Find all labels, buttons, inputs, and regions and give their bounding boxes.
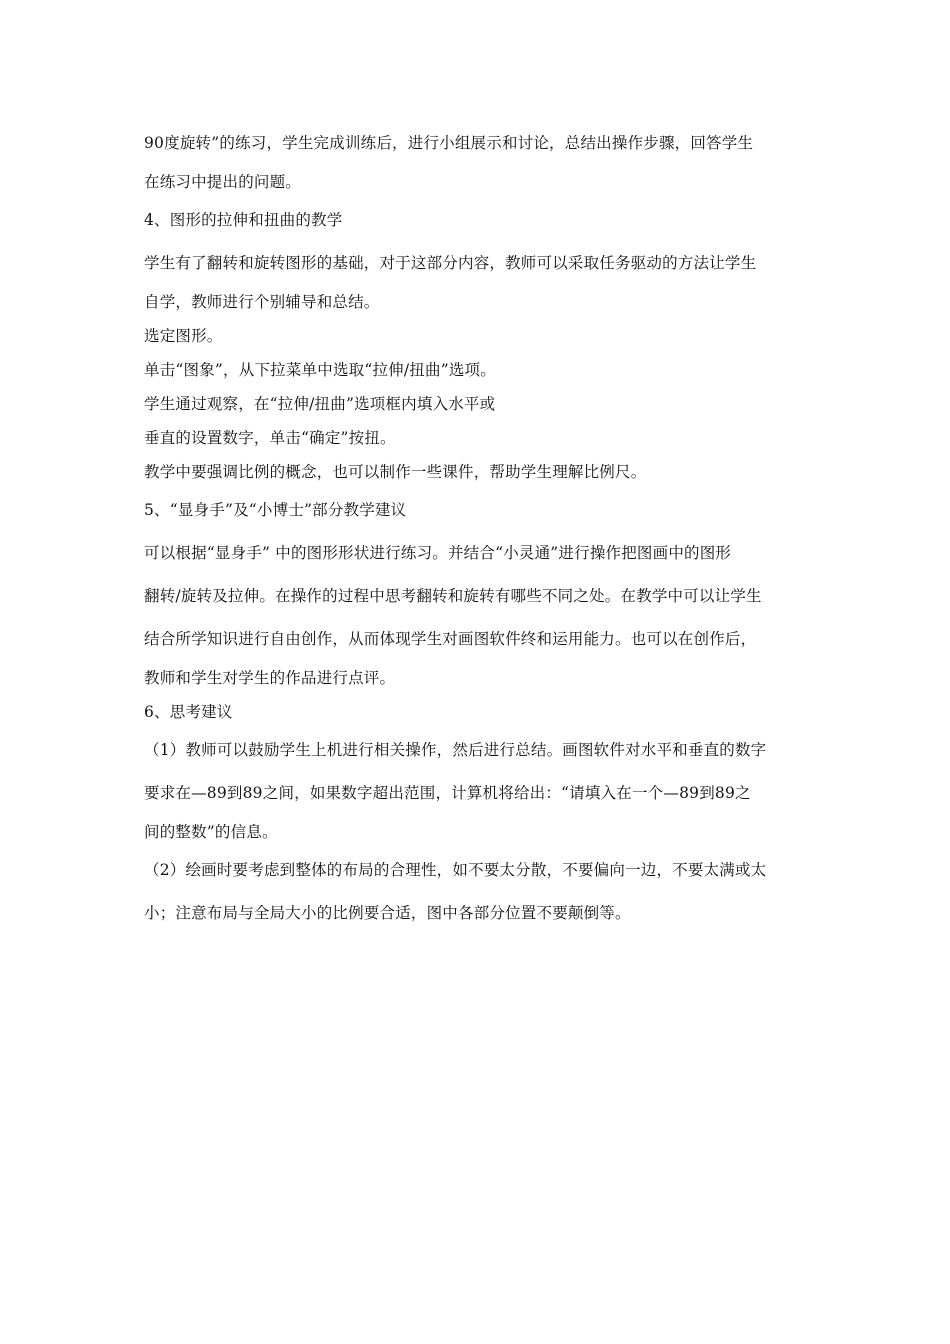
text-line: （2）绘画时要考虑到整体的布局的合理性，如不要太分散，不要偏向一边，不要太满或太 <box>144 861 767 879</box>
text-line: 90度旋转”的练习，学生完成训练后，进行小组展示和讨论，总结出操作步骤，回答学生 <box>144 134 754 152</box>
text-line: 选定图形。 <box>144 327 223 345</box>
document-body <box>144 122 809 935</box>
text-line: 小；注意布局与全局大小的比例要合适，图中各部分位置不要颠倒等。 <box>144 904 631 922</box>
text-line: （1）教师可以鼓励学生上机进行相关操作，然后进行总结。画图软件对水平和垂直的数字 <box>144 741 767 759</box>
text-line: 5、“显身手”及“小博士”部分教学建议 <box>144 501 407 519</box>
text-line: 教学中要强调比例的概念，也可以制作一些课件，帮助学生理解比例尺。 <box>144 463 647 481</box>
text-line: 可以根据“显身手” 中的图形形状进行练习。并结合“小灵通”进行操作把图画中的图形 <box>144 544 732 562</box>
text-line: 垂直的设置数字，单击“确定”按扭。 <box>144 429 396 447</box>
text-line: 4、图形的拉伸和扭曲的教学 <box>144 211 343 229</box>
text-line: 要求在—89到89之间，如果数字超出范围，计算机将给出：“请填入在一个—89到89之 <box>144 784 751 802</box>
text-line: 学生有了翻转和旋转图形的基础，对于这部分内容，教师可以采取任务驱动的方法让学生 <box>144 254 757 272</box>
text-line: 自学，教师进行个别辅导和总结。 <box>144 293 380 311</box>
text-line: 翻转/旋转及拉伸。在操作的过程中思考翻转和旋转有哪些不同之处。在教学中可以让学生 <box>144 587 762 605</box>
text-line: 教师和学生对学生的作品进行点评。 <box>144 669 396 687</box>
text-line: 在练习中提出的问题。 <box>144 173 302 191</box>
text-line: 间的整数”的信息。 <box>144 823 278 841</box>
text-line: 学生通过观察，在“拉伸/扭曲”选项框内填入水平或 <box>144 395 496 413</box>
text-line: 6、思考建议 <box>144 703 233 721</box>
text-line: 单击“图象”，从下拉菜单中选取“拉伸/扭曲”选项。 <box>144 361 496 379</box>
text-line: 结合所学知识进行自由创作，从而体现学生对画图软件终和运用能力。也可以在创作后， <box>144 630 757 648</box>
